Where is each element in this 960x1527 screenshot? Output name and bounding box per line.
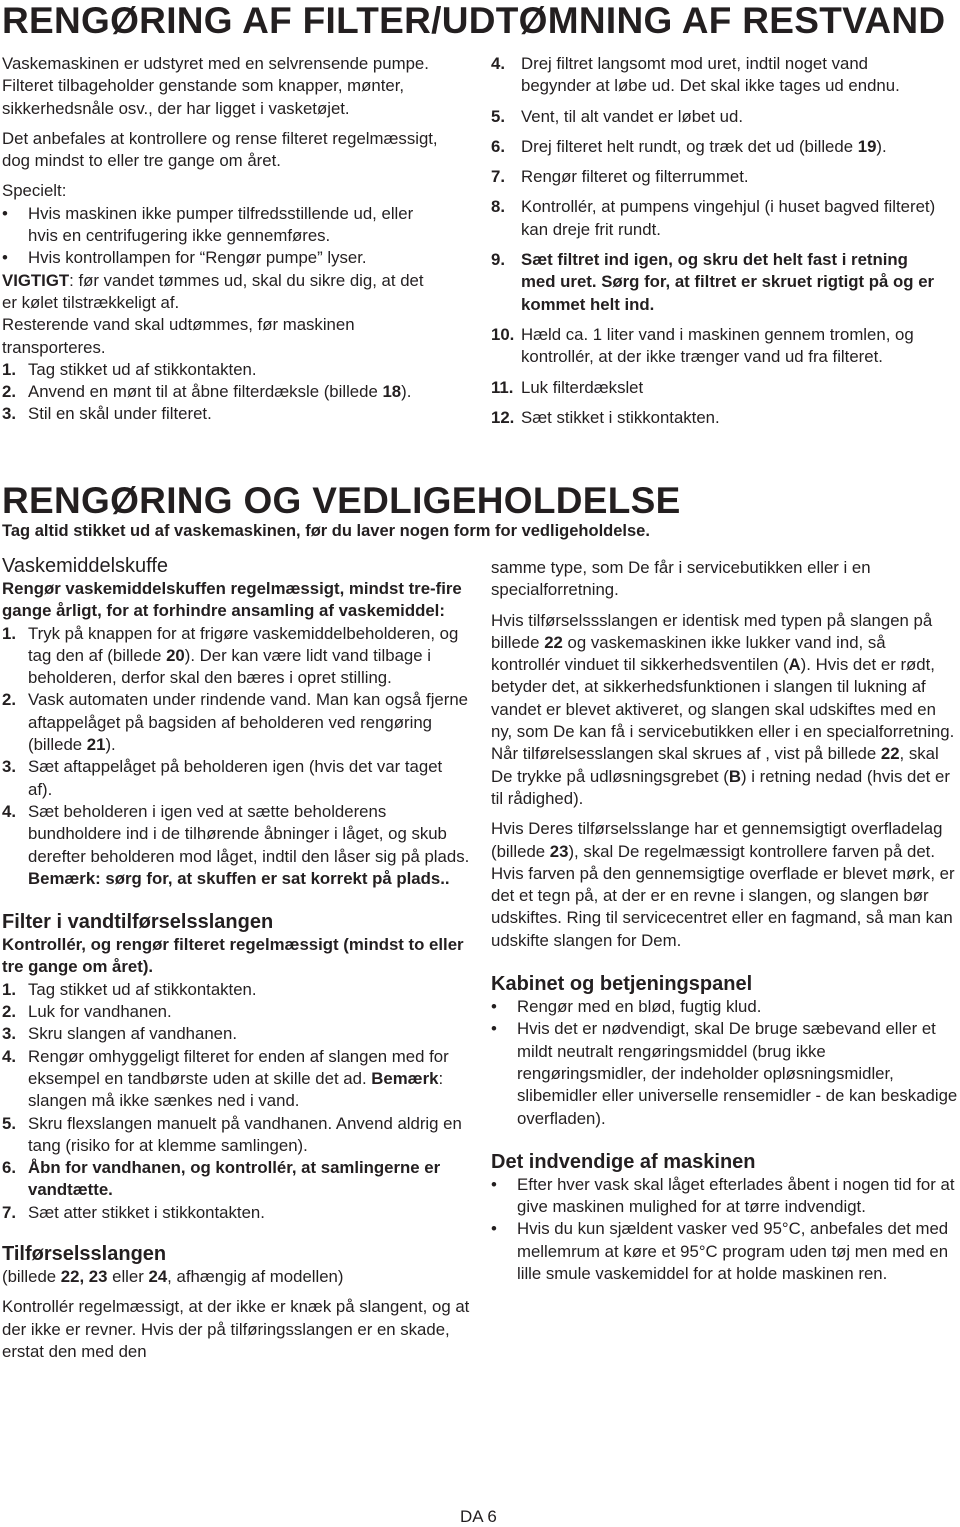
- filter-steps-column: [491, 53, 941, 429]
- bullet-item: • Hvis det er nødvendigt, skal De bruge sæbevand eller et mildt neutralt rengøringsmiddel (brug ikke rengøringsmidler, der indeholder opløsningsmidler, slibemidler eller universelle rensemidler - de kan beskadige overfladen).: [491, 1018, 959, 1129]
- step-item: 1. Tryk på knappen for at frigøre vaskemiddelbeholderen, og tag den af (billede 20). Der kan være lidt vand tilbage i beholderen, derfor skal den bæres i opret stilling.: [2, 623, 459, 688]
- step-item: 4. Drej filtret langsomt mod uret, indtil noget vand begynder at løbe ud. Det skal ikke tages ud endnu.: [491, 54, 900, 96]
- safety-valve-paragraph: Hvis tilførselssslangen er identisk med typen på slangen på billede 22 og vaskemaskinen ikke lukker vand ind, så kontrollér vinduet til sikkerhedsventilen (A). Hvis det er rødt, betyder det, at sikkerhedsfunktionen i slangen til lukning af vandet er blevet aktiveret, og slangen skal udskiftes med en ny, som De kan få i servicebutikken eller i en specialforretning. Når tilførelsesslangen skal skrues af , vist på billede 22, skal De trykke på udløsningsgrebet (B) i retning nedad (hvis det er til rådighed).: [491, 610, 955, 808]
- maintenance-left-column: [2, 554, 470, 1363]
- step-item: 4. Rengør omhyggeligt filteret for enden af slangen med for eksempel en tandbørste uden at skille det ad. Bemærk: slangen må ikke sænkes ned i vand.: [2, 1046, 449, 1111]
- step-item: 3. Sæt aftappelåget på beholderen igen (hvis det var taget af).: [2, 757, 443, 799]
- bullet-dot: •: [491, 997, 497, 1017]
- step-item: 5. Skru flexslangen manuelt på vandhanen. Anvend aldrig en tang (risiko for at klemme samlingen).: [2, 1113, 462, 1155]
- subheading-detergent-drawer: Vaskemiddelskuffe: [2, 555, 169, 577]
- important-text: : før vandet tømmes ud, skal du sikre dig, at det er kølet tilstrækkeligt af.: [2, 270, 424, 312]
- section-title-filter: RENGØRING AF FILTER/UDTØMNING AF RESTVAND: [2, 0, 946, 41]
- important-label: VIGTIGT: [2, 270, 70, 290]
- step-item: 7. Rengør filteret og filterrummet.: [491, 167, 749, 187]
- bullet-dot: •: [2, 203, 8, 223]
- subheading-cabinet: Kabinet og betjeningspanel: [491, 973, 753, 996]
- subheading-interior: Det indvendige af maskinen: [491, 1150, 756, 1173]
- step-item: 1. Tag stikket ud af stikkontakten.: [2, 359, 257, 379]
- bullet-item: • Efter hver vask skal låget efterlades åbent i nogen tid for at give maskinen mulighed for at tørre indvendigt.: [491, 1174, 959, 1219]
- section-title-maintenance: RENGØRING OG VEDLIGEHOLDELSE: [2, 480, 681, 521]
- step-item: 4. Sæt beholderen i igen ved at sætte beholderens bundholdere ind i de tilhørende åbninger i låget, og skub derefter beholderen mod låget, indtil den låser sig på plads.: [2, 801, 470, 866]
- step-item: 12. Sæt stikket i stikkontakten.: [491, 407, 720, 427]
- bullet-dot: •: [491, 1219, 497, 1239]
- filter-intro-paragraph: Vaskemaskinen er udstyret med en selvrensende pumpe. Filteret tilbageholder genstande som knapper, mønter, sikkerhedsnåle osv., der har ligget i vasketøjet.: [2, 54, 429, 118]
- filter-frequency-paragraph: Det anbefales at kontrollere og rense filteret regelmæssigt, dog mindst to eller tre gange om året.: [2, 128, 438, 171]
- step-item: 10. Hæld ca. 1 liter vand i maskinen gennem tromlen, og kontrollér, at der ikke trænger vand ud fra filteret.: [491, 324, 914, 367]
- step-item: 9. Sæt filtret ind igen, og skru det helt fast i retning med uret. Sørg for, at filtret er skruet rigtigt på og er kommet helt ind.: [491, 250, 935, 314]
- important-note: [2, 270, 440, 315]
- step-item: 8. Kontrollér, at pumpens vingehjul (i huset bagved filteret) kan dreje frit rundt.: [491, 197, 936, 239]
- step-item: 2. Luk for vandhanen.: [2, 1002, 172, 1022]
- step-item: 7. Sæt atter stikket i stikkontakten.: [2, 1202, 265, 1222]
- bullet-item: • Hvis du kun sjældent vasker ved 95°C, anbefales det med mellemrum at køre et 95°C program uden tøj men med en lille smule vaskemiddel for at holde maskinen ren.: [491, 1218, 959, 1285]
- step-item: 3. Skru slangen af vandhanen.: [2, 1024, 237, 1044]
- drawer-note: Bemærk: sørg for, at skuffen er sat korrekt på plads..: [28, 868, 450, 888]
- page-number: DA 6: [460, 1507, 497, 1526]
- maintenance-warning: Tag altid stikket ud af vaskemaskinen, før du laver nogen form for vedligeholdelse.: [2, 522, 650, 540]
- inlet-hose-continued: samme type, som De får i servicebutikken eller i en specialforretning.: [491, 558, 871, 600]
- step-item: 2. Anvend en mønt til at åbne filterdæksle (billede 18).: [2, 382, 412, 402]
- bullet-dot: •: [491, 1019, 497, 1039]
- drawer-intro: Rengør vaskemiddelskuffen regelmæssigt, mindst tre-fire gange årligt, for at forhindre ansamling af vaskemiddel:: [2, 579, 462, 621]
- step-item: 5. Vent, til alt vandet er løbet ud.: [491, 106, 744, 126]
- inlet-filter-intro: Kontrollér, og rengør filteret regelmæssigt (mindst to eller tre gange om året).: [2, 935, 464, 977]
- bullet-item: • Rengør med en blød, fugtig klud.: [491, 996, 959, 1018]
- step-item: 6. Åbn for vandhanen, og kontrollér, at samlingerne er vandtætte.: [2, 1158, 441, 1200]
- inlet-hose-paragraph: Kontrollér regelmæssigt, at der ikke er knæk på slangent, og at der ikke er revner. Hvis der på tilføringsslangen er en skade, erstat den med den: [2, 1297, 470, 1361]
- step-item: 2. Vask automaten under rindende vand. Man kan også fjerne aftappelåget på bagsiden af beholderen ved rengøring (billede 21).: [2, 690, 469, 755]
- filter-intro-column: [2, 53, 440, 426]
- bullet-dot: •: [491, 1174, 497, 1194]
- step-item: 1. Tag stikket ud af stikkontakten.: [2, 979, 257, 999]
- step-item: 3. Stil en skål under filteret.: [2, 404, 212, 424]
- transparent-layer-paragraph: Hvis Deres tilførselsslange har et gennemsigtigt overfladelag (billede 23), skal De regelmæssigt kontrollere farven på det. Hvis farven på den gennemsigtige overflade er blevet mørk, er det et tegn på, at der er en revne i slangen, og slangen bør udskiftes. Ring til servicecentret eller en fagmand, så man kan udskifte slangen for Dem.: [491, 819, 955, 950]
- bullet-dot: •: [2, 248, 8, 268]
- bullet-item: • Hvis maskinen ikke pumper tilfredsstillende ud, eller hvis en centrifugering ikke gennemføres.: [2, 203, 440, 248]
- specifically-label: Specielt:: [2, 181, 67, 201]
- subheading-inlet-filter: Filter i vandtilførselsslangen: [2, 911, 274, 934]
- transport-paragraph: Resterende vand skal udtømmes, før maskinen transporteres.: [2, 315, 355, 357]
- bullet-item: • Hvis kontrollampen for “Rengør pumpe” lyser.: [2, 247, 440, 269]
- maintenance-right-column: [491, 557, 959, 1285]
- step-item: 6. Drej filteret helt rundt, og træk det ud (billede 19).: [491, 136, 887, 156]
- subheading-inlet-hose: Tilførselsslangen: [2, 1243, 167, 1266]
- inlet-hose-reference: (billede 22, 23 eller 24, afhængig af modellen): [2, 1267, 344, 1287]
- step-item: 11. Luk filterdækslet: [491, 377, 644, 397]
